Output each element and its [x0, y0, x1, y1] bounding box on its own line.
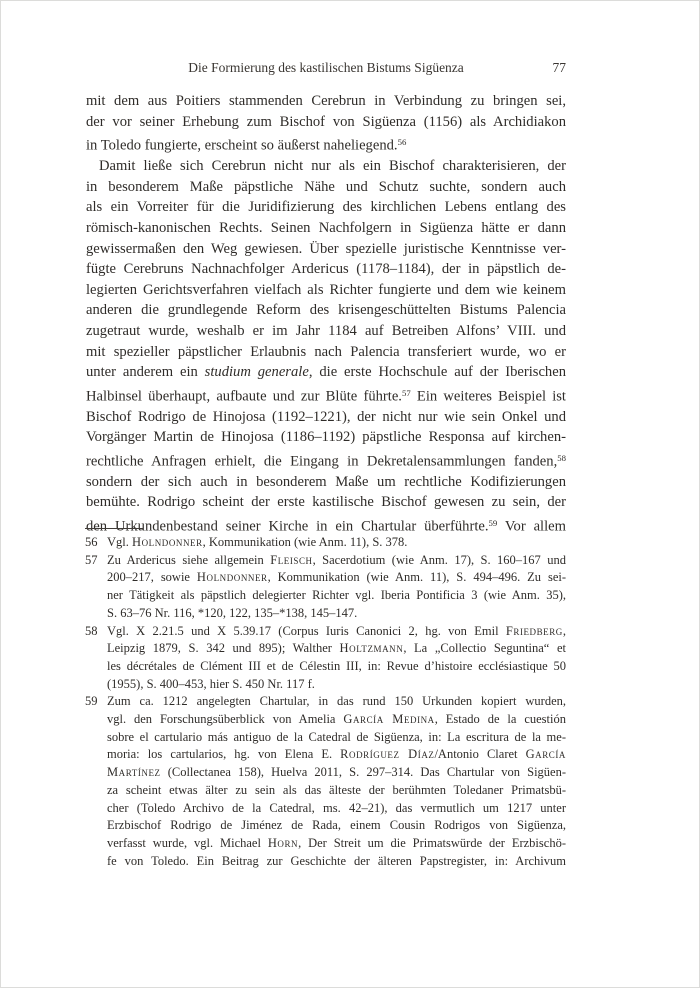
text-segment: bemühte. Rodrigo scheint der erste kastilische Bischof gewesen zu sein, der	[86, 494, 566, 511]
text-segment: Bischof Rodrigo de Hinojosa (1192–1221), der nicht nur wie sein Onkel und	[86, 408, 566, 425]
text-segment: , Kommunikation (wie Anm. 11), S. 494–496. Zu sei-	[267, 570, 566, 585]
text-segment: zugetraut wurde, weshalb er im Jahr 1184 auf Betreiben Alfons’ VIII. und	[86, 322, 566, 339]
body-line	[86, 177, 566, 198]
footnote-line	[107, 552, 566, 570]
footnote-line	[107, 658, 566, 676]
text-segment: anderen die grundlegende Reform des krisengeschüttelten Bistums Palencia	[86, 302, 566, 319]
text-segment: gewissermaßen den Weg gewiesen. Über spezielle juristische Kenntnisse ver-	[86, 240, 566, 257]
footnote-line	[107, 746, 566, 764]
footnote-number: 58	[85, 623, 98, 638]
text-segment: , Kommunikation (wie Anm. 11), S. 378.	[202, 535, 408, 549]
text-segment: Vgl. X 2.21.5 und X 5.39.17 (Corpus Iuris Canonici 2, hg. von Emil	[107, 623, 506, 638]
text-segment: sondern der sich auch in besonderem Maße um rechtliche Kodifizierungen	[86, 473, 566, 490]
text-segment: , Estado de la cuestión	[434, 712, 566, 727]
footnote-separator	[85, 528, 143, 529]
text-segment: za scheint etwas älter zu sein als das älteste der berühmten Toledaner Primatsbü-	[107, 782, 566, 797]
body-line	[86, 321, 566, 342]
footnote-line	[107, 853, 566, 871]
footnote-ref: 57	[401, 387, 411, 398]
text-segment: Vor allem	[497, 518, 566, 535]
text-segment: verfasst wurde, vgl. Michael	[107, 835, 268, 850]
footnote-line	[107, 729, 566, 747]
text-segment: Rodríguez Díaz	[340, 747, 435, 762]
footnote	[85, 552, 566, 623]
footnote-line	[107, 764, 566, 782]
text-segment: Holtzmann	[339, 641, 404, 656]
footnote-line	[107, 640, 566, 658]
text-segment: sobre el cartulario más antiguo de la Catedral de Sigüenza, in: La escritura de la me-	[107, 729, 566, 744]
text-segment: cher (Toledo Archivo de la Catedral, ms. 42–21), das vermutlich um 1217 unter	[107, 800, 566, 815]
text-segment: Erzbischof Rodrigo de Jiménez de Rada, einem Cousin Rodrigos von Sigüenza,	[107, 818, 566, 833]
body-line	[86, 112, 566, 133]
footnote-line	[107, 835, 566, 853]
body-line	[86, 218, 566, 239]
text-segment: den Urkundenbestand seiner Kirche in ein Chartular überführte.	[86, 518, 489, 535]
body-line	[86, 472, 566, 493]
footnote-number: 57	[85, 552, 98, 567]
footnote-ref: 59	[488, 518, 498, 528]
footnote-line	[107, 817, 566, 835]
footnote-line	[107, 711, 566, 729]
text-segment: in Toledo fungierte, erscheint so äußerst naheliegend.	[86, 137, 398, 154]
body-line	[86, 300, 566, 321]
text-segment: vgl. den Forschungsüberblick von Amelia	[107, 712, 344, 727]
text-segment: Holndonner	[196, 570, 268, 585]
text-segment: Martínez	[107, 765, 161, 780]
footnote	[85, 534, 566, 552]
text-segment: fe von Toledo. Ein Beitrag zur Geschichte der älteren Papstregister, in: Archivum	[107, 853, 566, 868]
text-segment: Leipzig 1879, S. 342 und 895); Walther	[107, 641, 340, 656]
footnote-line	[107, 534, 566, 552]
text-segment: rechtliche Anfragen erhielt, die Eingang in Dekretalensammlungen fanden,	[86, 453, 558, 470]
text-segment: Vgl.	[107, 535, 132, 549]
body-line	[86, 259, 566, 280]
body-line	[86, 132, 566, 156]
footnote-line	[107, 676, 566, 694]
text-segment: , La „Collectio Seguntina“ et	[403, 641, 566, 656]
text-segment: der vor seiner Erhebung zum Bischof von Sigüenza (1156) als Archidiakon	[86, 113, 566, 130]
text-segment: , die erste Hochschule auf der Iberischen	[308, 364, 567, 381]
text-segment: Halbinsel überhaupt, aufbaute und zur Blüte führte.	[86, 388, 402, 405]
running-head	[86, 60, 566, 76]
footnote-line	[107, 569, 566, 587]
text-segment: (Collectanea 158), Huelva 2011, S. 297–314. Das Chartular von Sigüen-	[160, 765, 566, 780]
text-segment: Holndonner	[132, 535, 203, 549]
footnote-list	[85, 534, 566, 870]
body-text	[86, 91, 566, 537]
footnote-line	[107, 800, 566, 818]
text-segment: (1955), S. 400–453, hier S. 450 Nr. 117 f.	[107, 676, 315, 691]
footnote-ref: 58	[557, 452, 566, 463]
text-segment: García Medina	[343, 712, 435, 727]
text-segment: Friedberg	[505, 623, 563, 638]
footnote-line	[107, 782, 566, 800]
text-segment: García	[525, 747, 566, 762]
body-line	[86, 280, 566, 301]
text-segment: ,	[562, 623, 566, 638]
text-segment: mit spezieller päpstlicher Erlaubnis nach Palencia transferiert wurde, wo er	[86, 343, 566, 360]
footnote-line	[107, 623, 566, 641]
running-head-title: Die Formierung des kastilischen Bistums Sigüenza	[188, 60, 464, 75]
body-line	[86, 239, 566, 260]
text-segment: in besonderem Maße päpstliche Nähe und Schutz suchte, sondern auch	[86, 178, 566, 195]
text-segment: ner Tätigkeit als päpstlich delegierter Richter vgl. Iberia Pontificia 3 (wie Anm. 35),	[107, 588, 566, 603]
body-line	[86, 492, 566, 513]
text-segment: mit dem aus Poitiers stammenden Cerebrun in Verbindung zu bringen sei,	[86, 93, 566, 109]
footnote	[85, 693, 566, 870]
text-segment: Zum ca. 1212 angelegten Chartular, in das rund 150 Urkunden kopiert wurden,	[107, 694, 566, 709]
body-line	[86, 362, 566, 383]
text-segment: fügte Cerebruns Nachnachfolger Ardericus (1178–1184), der in päpstlich de-	[86, 261, 566, 278]
text-segment: /Antonio Claret	[434, 747, 526, 762]
body-line	[86, 407, 566, 428]
footnote	[85, 623, 566, 694]
footnote-number: 56	[85, 535, 98, 549]
body-line	[86, 427, 566, 448]
body-line	[86, 197, 566, 218]
text-segment: les décrétales de Clément III et de Célestin III, in: Revue d’histoire ecclésiastique 50	[107, 658, 566, 673]
text-segment: Ein weiteres Beispiel ist	[410, 388, 566, 405]
text-segment: 200–217, sowie	[107, 570, 197, 585]
text-segment: , Der Streit um die Primatswürde der Erzbischö-	[298, 835, 566, 850]
body-line	[86, 342, 566, 363]
text-segment: S. 63–76 Nr. 116, *120, 122, 135–*138, 145–147.	[107, 605, 358, 620]
text-segment: Horn	[267, 835, 299, 850]
body-line	[86, 91, 566, 112]
text-segment: Vorgänger Martin de Hinojosa (1186–1192) päpstliche Responsa auf kirchen-	[86, 429, 566, 446]
body-line	[86, 156, 566, 177]
body-line	[86, 448, 566, 472]
text-segment: moria: los cartularios, hg. von Elena E.	[107, 747, 341, 762]
footnote-number: 59	[85, 694, 98, 709]
text-segment: als ein Vorreiter für die Juridifizierung des kirchlichen Lebens entlang des	[86, 199, 566, 216]
text-segment: römisch-kanonischen Rechts. Seinen Nachfolgern in Sigüenza hätte er dann	[86, 219, 566, 236]
footnote-line	[107, 605, 566, 623]
page-number: 77	[552, 60, 566, 75]
text-segment: studium generale	[204, 364, 309, 381]
footnote-ref: 56	[397, 137, 407, 148]
body-line	[86, 383, 566, 407]
text-segment: Fleisch	[270, 552, 313, 567]
text-segment: Damit ließe sich Cerebrun nicht nur als ein Bischof charakterisieren, der	[99, 158, 566, 175]
footnote-line	[107, 693, 566, 711]
text-segment: legierten Gerichtsverfahren vielfach als Richter fungierte und dem wie keinem	[86, 281, 566, 298]
text-segment: Zu Ardericus siehe allgemein	[107, 552, 271, 567]
text-segment: , Sacerdotium (wie Anm. 17), S. 160–167 und	[312, 552, 566, 567]
footnote-line	[107, 587, 566, 605]
text-segment: unter anderem ein	[86, 364, 205, 381]
